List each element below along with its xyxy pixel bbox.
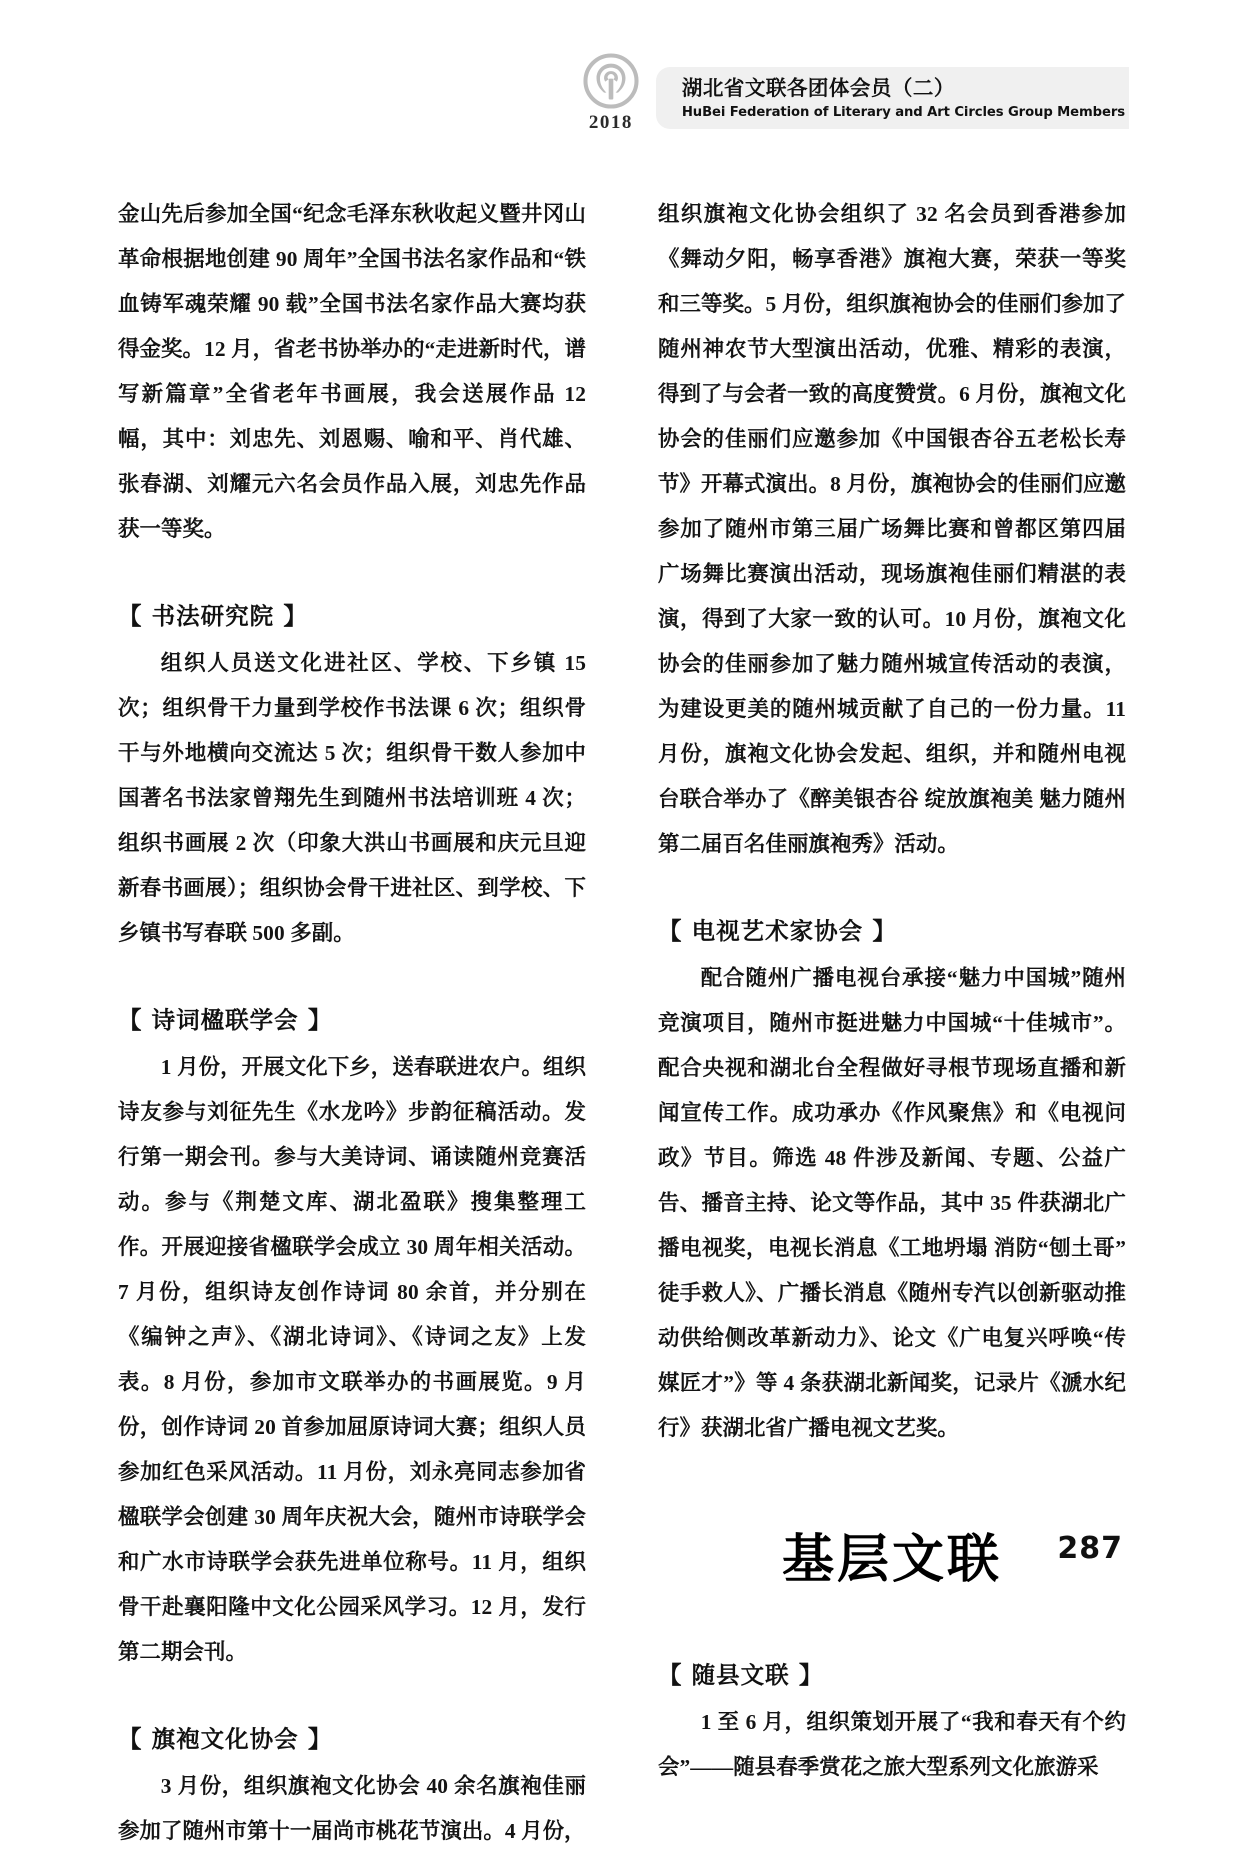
section-heading-suixian-federation: 【 随县文联 】 xyxy=(658,1661,824,1690)
paragraph-continued: 金山先后参加全国“纪念毛泽东秋收起义暨井冈山革命根据地创建 90 周年”全国书法名家作品和“铁血铸军魂荣耀 90 载”全国书法名家作品大赛均获得金奖。12 月，省老书协举办的“走进新时代，谱写新篇章”全省老年书画展，我会送展作品 12 幅，其中：刘忠先、刘恩赐、喻和平、肖代雄、张春湖、刘耀元六名会员作品入展，刘忠先作品获一等奖。 xyxy=(118,202,586,541)
section-body-tv-artists-association: 配合随州广播电视台承接“魅力中国城”随州竞演项目，随州市挺进魅力中国城“十佳城市”。配合央视和湖北台全程做好寻根节现场直播和新闻宣传工作。成功承办《作风聚焦》和《电视问政》节目。筛选 48 件涉及新闻、专题、公益广告、播音主持、论文等作品，其中 35 件获湖北广播电视奖，电视长消息《工地坍塌 消防“刨土哥”徒手救人》、广播长消息《随州专汽以创新驱动推动供给侧改革新动力》、论文《广电复兴呼唤“传媒匠才”》等 4 条获湖北新闻奖，记录片《㴲水纪行》获湖北省广播电视文艺奖。 xyxy=(658,966,1126,1440)
section-heading-tv-artists-association: 【 电视艺术家协会 】 xyxy=(658,917,897,945)
page-header xyxy=(572,52,1129,144)
federation-logo xyxy=(572,52,650,144)
section-heading-poetry-couplet-society: 【 诗词楹联学会 】 xyxy=(118,1006,333,1034)
paragraph-continued-right: 组织旗袍文化协会组织了 32 名会员到香港参加《舞动夕阳，畅享香港》旗袍大赛，荣获一等奖和三等奖。5 月份，组织旗袍协会的佳丽们参加了随州神农节大型演出活动，优雅、精彩的表演，得到了与会者一致的高度赞赏。6 月份，旗袍文化协会的佳丽们应邀参加《中国银杏谷五老松长寿节》开幕式演出。8 月份，旗袍协会的佳丽们应邀参加了随州市第三届广场舞比赛和曾都区第四届广场舞比赛演出活动，现场旗袍佳丽们精湛的表演，得到了大家一致的认可。10 月份，旗袍文化协会的佳丽参加了魅力随州城宣传活动的表演，为建设更美的随州城贡献了自己的一份力量。11 月份，旗袍文化协会发起、组织，并和随州电视台联合举办了《醉美银杏谷 绽放旗袍美 魅力随州第二届百名佳丽旗袍秀》活动。 xyxy=(658,202,1126,856)
federation-emblem-icon xyxy=(582,52,640,110)
spacer xyxy=(658,1591,1126,1653)
header-title-chinese: 湖北省文联各团体会员（二） xyxy=(681,76,955,101)
section-heading-calligraphy-institute: 【 书法研究院 】 xyxy=(118,602,308,630)
page-number: 287 xyxy=(1057,1531,1123,1566)
section-body-qipao-culture-association: 3 月份，组织旗袍文化协会 40 余名旗袍佳丽参加了随州市第十一届尚市桃花节演出。4 月份， xyxy=(118,1774,586,1843)
part-title-grassroots-federation: 基层文联 xyxy=(781,1530,1002,1590)
section-body-suixian-federation: 1 至 6 月，组织策划开展了“我和春天有个约会”——随县春季赏花之旅大型系列文化旅游采 xyxy=(658,1710,1126,1780)
logo-year-label: 2018 xyxy=(588,112,633,133)
section-body-poetry-couplet-society: 1 月份，开展文化下乡，送春联进农户。组织诗友参与刘征先生《水龙吟》步韵征稿活动。发行第一期会刊。参与大美诗词、诵读随州竞赛活动。参与《荆楚文库、湖北盈联》搜集整理工作。开展迎接省楹联学会成立 30 周年相关活动。7 月份，组织诗友创作诗词 80 余首，并分别在《编钟之声》、《湖北诗词》、《诗词之友》上发表。8 月份，参加市文联举办的书画展览。9 月份，创作诗词 20 首参加屈原诗词大赛；组织人员参加红色采风活动。11 月份，刘永亮同志参加省楹联学会创建 30 周年庆祝大会，随州市诗联学会和广水市诗联学会获先进单位称号。11 月，组织骨干赴襄阳隆中文化公园采风学习。12 月，发行第二期会刊。 xyxy=(118,1055,586,1664)
left-column xyxy=(118,192,586,1854)
section-body-calligraphy-institute: 组织人员送文化进社区、学校、下乡镇 15 次；组织骨干力量到学校作书法课 6 次；组织骨干与外地横向交流达 5 次；组织骨干数人参加中国著名书法家曾翔先生到随州书法培训班 4 次；组织书画展 2 次（印象大洪山书画展和庆元旦迎新春书画展）；组织协会骨干进社区、到学校、下乡镇书写春联 500 多副。 xyxy=(118,651,586,945)
header-title-plate xyxy=(656,67,1129,129)
right-column xyxy=(658,192,1126,1854)
content-columns xyxy=(118,192,1126,1854)
header-title-english: HuBei Federation of Literary and Art Circles Group Members xyxy=(681,104,1125,120)
section-heading-qipao-culture-association: 【 旗袍文化协会 】 xyxy=(118,1725,333,1753)
